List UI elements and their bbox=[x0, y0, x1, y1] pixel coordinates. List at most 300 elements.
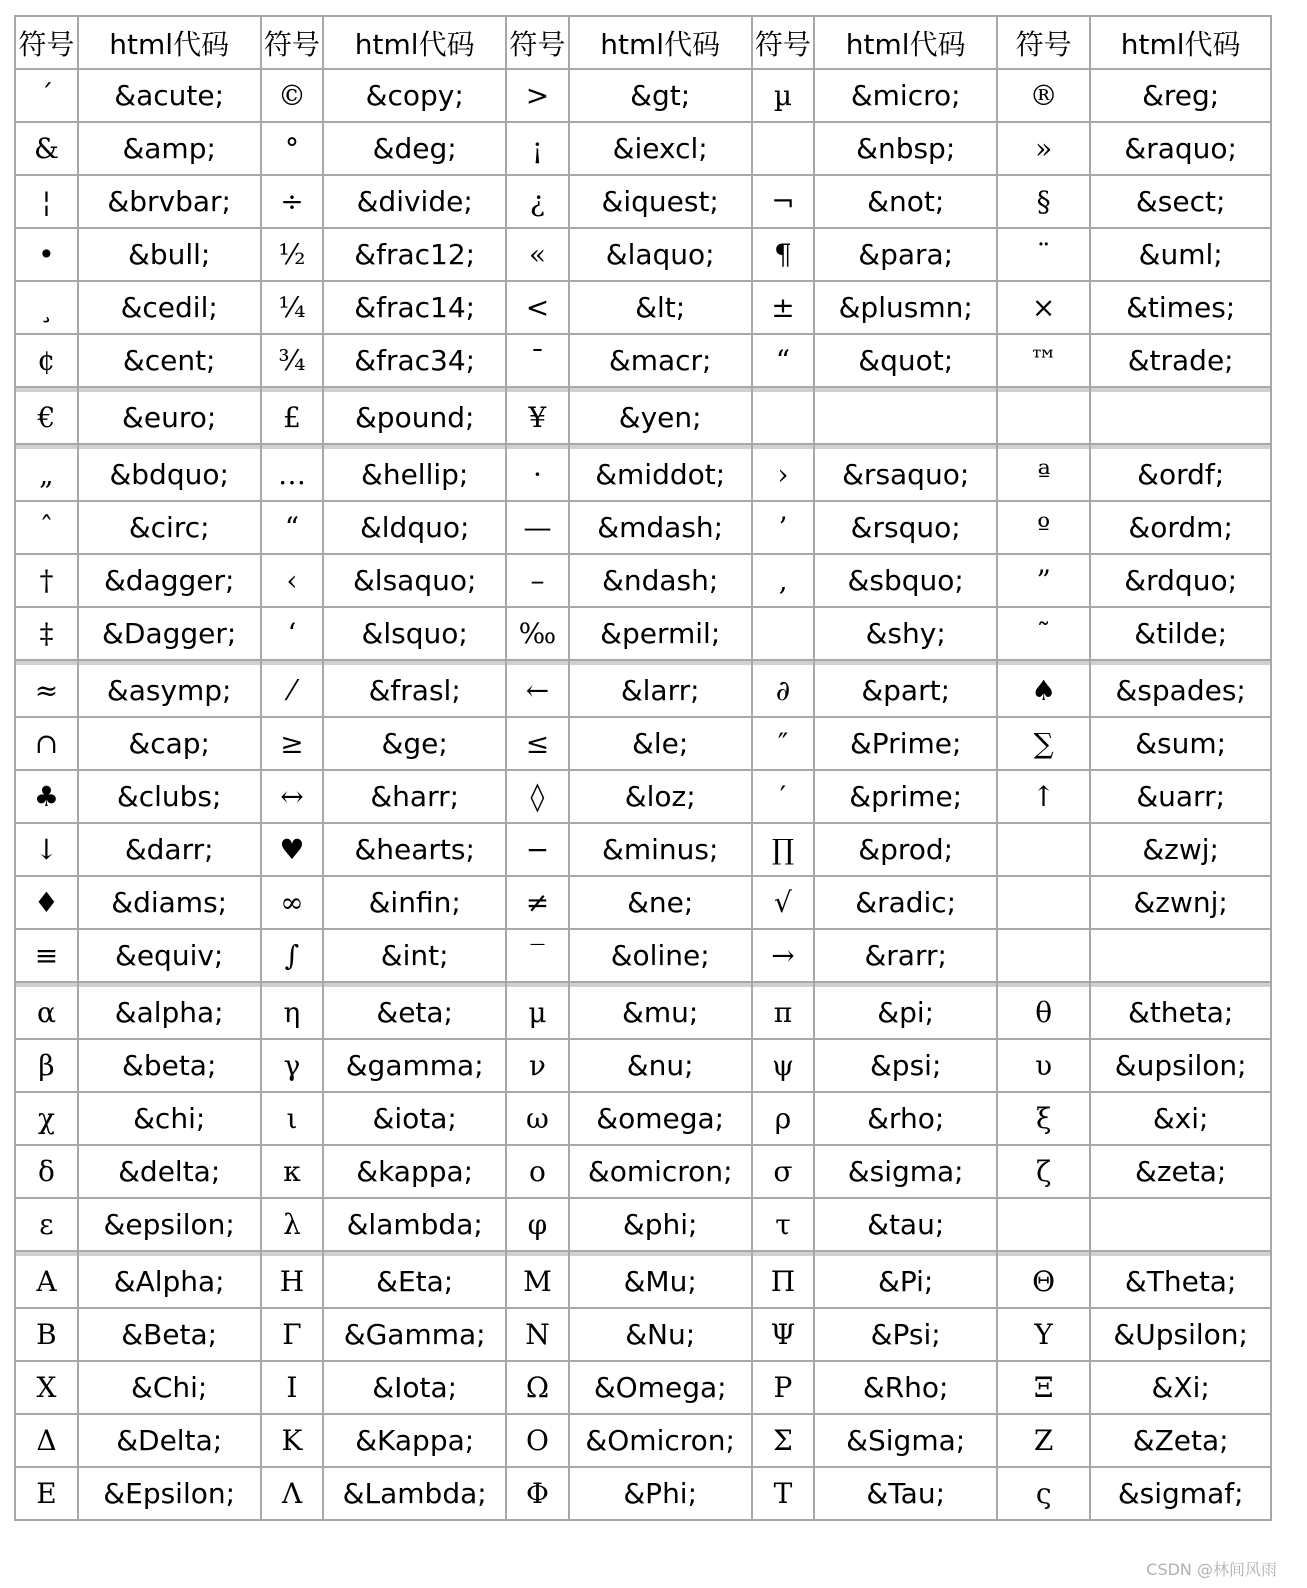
entity-code-cell: &Psi; bbox=[815, 1309, 996, 1360]
symbol-cell: Χ bbox=[16, 1362, 77, 1413]
symbol-cell: Λ bbox=[262, 1468, 323, 1519]
table-row bbox=[16, 1309, 1270, 1360]
table-row bbox=[16, 176, 1270, 227]
symbol-cell: ζ bbox=[998, 1146, 1089, 1197]
entity-code-cell: &cedil; bbox=[79, 282, 260, 333]
entity-code-cell: &iota; bbox=[324, 1093, 505, 1144]
entity-code-cell: &iexcl; bbox=[570, 123, 751, 174]
entity-code-cell: &Dagger; bbox=[79, 608, 260, 659]
entity-code-cell: &theta; bbox=[1091, 983, 1270, 1038]
symbol-cell: º bbox=[998, 502, 1089, 553]
entity-code-cell: &nbsp; bbox=[815, 123, 996, 174]
header-code-5: html代码 bbox=[1091, 17, 1270, 68]
symbol-cell: Γ bbox=[262, 1309, 323, 1360]
symbol-cell: Ψ bbox=[753, 1309, 814, 1360]
symbol-cell: < bbox=[507, 282, 568, 333]
symbol-cell: φ bbox=[507, 1199, 568, 1250]
symbol-cell: Ξ bbox=[998, 1362, 1089, 1413]
header-symbol-1: 符号 bbox=[16, 17, 77, 68]
entity-code-cell: &upsilon; bbox=[1091, 1040, 1270, 1091]
symbol-cell: υ bbox=[998, 1040, 1089, 1091]
symbol-cell: › bbox=[753, 445, 814, 500]
entity-code-cell: &prime; bbox=[815, 771, 996, 822]
header-symbol-2: 符号 bbox=[262, 17, 323, 68]
symbol-cell: Ν bbox=[507, 1309, 568, 1360]
symbol-cell: ¢ bbox=[16, 335, 77, 386]
symbol-cell: ¸ bbox=[16, 282, 77, 333]
symbol-cell: ω bbox=[507, 1093, 568, 1144]
entity-code-cell: &brvbar; bbox=[79, 176, 260, 227]
symbol-cell: ′ bbox=[753, 771, 814, 822]
symbol-cell: ¥ bbox=[507, 388, 568, 443]
symbol-cell: √ bbox=[753, 877, 814, 928]
symbol-cell: Υ bbox=[998, 1309, 1089, 1360]
symbol-cell: ¬ bbox=[753, 176, 814, 227]
entity-code-cell bbox=[1091, 1199, 1270, 1250]
table-row bbox=[16, 1468, 1270, 1519]
entity-code-cell: &zeta; bbox=[1091, 1146, 1270, 1197]
entity-code-cell: &copy; bbox=[324, 70, 505, 121]
header-row bbox=[16, 17, 1270, 68]
symbol-cell: Α bbox=[16, 1252, 77, 1307]
table-row bbox=[16, 123, 1270, 174]
symbol-cell: ← bbox=[507, 661, 568, 716]
table-row bbox=[16, 771, 1270, 822]
entity-code-cell: &Eta; bbox=[324, 1252, 505, 1307]
symbol-cell: Ρ bbox=[753, 1362, 814, 1413]
symbol-cell: Μ bbox=[507, 1252, 568, 1307]
symbol-cell: Δ bbox=[16, 1415, 77, 1466]
entity-code-cell: &equiv; bbox=[79, 930, 260, 981]
entity-code-cell: &reg; bbox=[1091, 70, 1270, 121]
entity-code-cell: &larr; bbox=[570, 661, 751, 716]
symbol-cell: τ bbox=[753, 1199, 814, 1250]
symbol-cell: Ζ bbox=[998, 1415, 1089, 1466]
header-code-1: html代码 bbox=[79, 17, 260, 68]
symbol-cell: σ bbox=[753, 1146, 814, 1197]
symbol-cell bbox=[998, 824, 1089, 875]
header-symbol-3: 符号 bbox=[507, 17, 568, 68]
entity-code-cell: &int; bbox=[324, 930, 505, 981]
entity-code-cell bbox=[1091, 388, 1270, 443]
symbol-cell: µ bbox=[753, 70, 814, 121]
symbol-cell: ε bbox=[16, 1199, 77, 1250]
table-row bbox=[16, 1093, 1270, 1144]
table-row bbox=[16, 1415, 1270, 1466]
symbol-cell: ψ bbox=[753, 1040, 814, 1091]
entity-code-cell: &times; bbox=[1091, 282, 1270, 333]
symbol-cell: Ι bbox=[262, 1362, 323, 1413]
entity-code-cell: &infin; bbox=[324, 877, 505, 928]
symbol-cell: ∏ bbox=[753, 824, 814, 875]
entity-code-cell: &sigma; bbox=[815, 1146, 996, 1197]
symbol-cell: … bbox=[262, 445, 323, 500]
symbol-cell: – bbox=[507, 555, 568, 606]
symbol-cell: δ bbox=[16, 1146, 77, 1197]
entity-code-cell: &part; bbox=[815, 661, 996, 716]
symbol-cell: · bbox=[507, 445, 568, 500]
entity-code-cell: &minus; bbox=[570, 824, 751, 875]
entity-code-cell: &chi; bbox=[79, 1093, 260, 1144]
table-row bbox=[16, 1362, 1270, 1413]
symbol-cell: ¨ bbox=[998, 229, 1089, 280]
entity-code-cell: &yen; bbox=[570, 388, 751, 443]
entity-code-cell: &sigmaf; bbox=[1091, 1468, 1270, 1519]
entity-code-cell: &gt; bbox=[570, 70, 751, 121]
table-body bbox=[16, 70, 1270, 1519]
symbol-cell: ι bbox=[262, 1093, 323, 1144]
entity-code-cell: &permil; bbox=[570, 608, 751, 659]
entity-code-cell: &omega; bbox=[570, 1093, 751, 1144]
table-row bbox=[16, 824, 1270, 875]
symbol-cell: „ bbox=[16, 445, 77, 500]
symbol-cell: ¦ bbox=[16, 176, 77, 227]
table-row bbox=[16, 877, 1270, 928]
entity-code-cell: &prod; bbox=[815, 824, 996, 875]
table-header bbox=[16, 17, 1270, 68]
table-row bbox=[16, 502, 1270, 553]
entity-code-cell: &rsquo; bbox=[815, 502, 996, 553]
entity-code-cell: &not; bbox=[815, 176, 996, 227]
symbol-cell: £ bbox=[262, 388, 323, 443]
entity-code-cell: &rdquo; bbox=[1091, 555, 1270, 606]
entity-code-cell: &mdash; bbox=[570, 502, 751, 553]
entity-code-cell: &rarr; bbox=[815, 930, 996, 981]
table-row bbox=[16, 608, 1270, 659]
symbol-cell: & bbox=[16, 123, 77, 174]
symbol-cell: → bbox=[753, 930, 814, 981]
symbol-cell: “ bbox=[262, 502, 323, 553]
entity-code-cell: &ldquo; bbox=[324, 502, 505, 553]
symbol-cell bbox=[998, 1199, 1089, 1250]
entity-code-cell: &hellip; bbox=[324, 445, 505, 500]
symbol-cell: ‾ bbox=[507, 930, 568, 981]
entity-code-cell: &frac12; bbox=[324, 229, 505, 280]
entity-code-cell: &lsquo; bbox=[324, 608, 505, 659]
symbol-cell: ∑ bbox=[998, 718, 1089, 769]
symbol-cell: η bbox=[262, 983, 323, 1038]
entity-code-cell: &xi; bbox=[1091, 1093, 1270, 1144]
entity-code-cell: &tau; bbox=[815, 1199, 996, 1250]
entity-code-cell: &rsaquo; bbox=[815, 445, 996, 500]
symbol-cell: ↑ bbox=[998, 771, 1089, 822]
symbol-cell: Η bbox=[262, 1252, 323, 1307]
entity-code-cell: &spades; bbox=[1091, 661, 1270, 716]
symbol-cell: ∂ bbox=[753, 661, 814, 716]
symbol-cell bbox=[753, 123, 814, 174]
entity-code-cell: &Omega; bbox=[570, 1362, 751, 1413]
symbol-cell: Κ bbox=[262, 1415, 323, 1466]
symbol-cell: β bbox=[16, 1040, 77, 1091]
symbol-cell: × bbox=[998, 282, 1089, 333]
entity-code-cell: &Chi; bbox=[79, 1362, 260, 1413]
symbol-cell: Θ bbox=[998, 1252, 1089, 1307]
entity-code-cell: &Nu; bbox=[570, 1309, 751, 1360]
entity-code-cell: &le; bbox=[570, 718, 751, 769]
table-row bbox=[16, 983, 1270, 1038]
symbol-cell: ↔ bbox=[262, 771, 323, 822]
symbol-cell: — bbox=[507, 502, 568, 553]
symbol-cell: ´ bbox=[16, 70, 77, 121]
symbol-cell: ” bbox=[998, 555, 1089, 606]
table-row bbox=[16, 282, 1270, 333]
entity-code-cell: &Mu; bbox=[570, 1252, 751, 1307]
entity-code-cell: &sum; bbox=[1091, 718, 1270, 769]
symbol-cell: λ bbox=[262, 1199, 323, 1250]
entity-code-cell: &asymp; bbox=[79, 661, 260, 716]
entity-code-cell: &para; bbox=[815, 229, 996, 280]
symbol-cell: ¶ bbox=[753, 229, 814, 280]
symbol-cell: θ bbox=[998, 983, 1089, 1038]
table-row bbox=[16, 1146, 1270, 1197]
entity-code-cell: &Sigma; bbox=[815, 1415, 996, 1466]
symbol-cell: χ bbox=[16, 1093, 77, 1144]
entity-code-cell: &deg; bbox=[324, 123, 505, 174]
symbol-cell: • bbox=[16, 229, 77, 280]
symbol-cell: » bbox=[998, 123, 1089, 174]
entity-code-cell: &radic; bbox=[815, 877, 996, 928]
entity-code-cell: &clubs; bbox=[79, 771, 260, 822]
entity-code-cell: &Phi; bbox=[570, 1468, 751, 1519]
entity-code-cell: &uml; bbox=[1091, 229, 1270, 280]
entity-code-cell: &ndash; bbox=[570, 555, 751, 606]
table-row bbox=[16, 1040, 1270, 1091]
symbol-cell: ª bbox=[998, 445, 1089, 500]
entity-code-cell: &bdquo; bbox=[79, 445, 260, 500]
symbol-cell: ≠ bbox=[507, 877, 568, 928]
symbol-cell: ˆ bbox=[16, 502, 77, 553]
symbol-cell: ξ bbox=[998, 1093, 1089, 1144]
symbol-cell: ® bbox=[998, 70, 1089, 121]
symbol-cell: π bbox=[753, 983, 814, 1038]
entity-code-cell: &pound; bbox=[324, 388, 505, 443]
entity-code-cell: &Prime; bbox=[815, 718, 996, 769]
symbol-cell: Τ bbox=[753, 1468, 814, 1519]
symbol-cell: ∞ bbox=[262, 877, 323, 928]
symbol-cell: ° bbox=[262, 123, 323, 174]
entity-code-cell: &Iota; bbox=[324, 1362, 505, 1413]
entity-code-cell: &hearts; bbox=[324, 824, 505, 875]
symbol-cell: ‚ bbox=[753, 555, 814, 606]
entity-code-cell: &delta; bbox=[79, 1146, 260, 1197]
table-row bbox=[16, 229, 1270, 280]
entity-code-cell: &trade; bbox=[1091, 335, 1270, 386]
header-symbol-4: 符号 bbox=[753, 17, 814, 68]
table-row bbox=[16, 335, 1270, 386]
symbol-cell: − bbox=[507, 824, 568, 875]
entity-code-cell: &pi; bbox=[815, 983, 996, 1038]
entity-code-cell: &ne; bbox=[570, 877, 751, 928]
header-symbol-5: 符号 bbox=[998, 17, 1089, 68]
entity-code-cell: &frasl; bbox=[324, 661, 505, 716]
symbol-cell: ∫ bbox=[262, 930, 323, 981]
entity-code-cell bbox=[815, 388, 996, 443]
entity-code-cell: &frac14; bbox=[324, 282, 505, 333]
entity-code-cell: &Upsilon; bbox=[1091, 1309, 1270, 1360]
table-row bbox=[16, 555, 1270, 606]
entity-code-cell: &micro; bbox=[815, 70, 996, 121]
symbol-cell: ‰ bbox=[507, 608, 568, 659]
table-row bbox=[16, 1199, 1270, 1250]
symbol-cell: ‘ bbox=[262, 608, 323, 659]
entity-code-cell: &phi; bbox=[570, 1199, 751, 1250]
entity-code-cell: &lambda; bbox=[324, 1199, 505, 1250]
entity-code-cell: &Alpha; bbox=[79, 1252, 260, 1307]
symbol-cell: Ο bbox=[507, 1415, 568, 1466]
table-row bbox=[16, 445, 1270, 500]
table-row bbox=[16, 661, 1270, 716]
entity-code-cell: &cent; bbox=[79, 335, 260, 386]
symbol-cell: > bbox=[507, 70, 568, 121]
entity-code-cell: &quot; bbox=[815, 335, 996, 386]
entity-code-cell: &alpha; bbox=[79, 983, 260, 1038]
symbol-cell: Π bbox=[753, 1252, 814, 1307]
entity-code-cell: &Xi; bbox=[1091, 1362, 1270, 1413]
entity-code-cell: &beta; bbox=[79, 1040, 260, 1091]
symbol-cell: € bbox=[16, 388, 77, 443]
table-row bbox=[16, 1252, 1270, 1307]
symbol-cell bbox=[998, 388, 1089, 443]
symbol-cell: Ω bbox=[507, 1362, 568, 1413]
entity-code-cell: &Beta; bbox=[79, 1309, 260, 1360]
symbol-cell: ♦ bbox=[16, 877, 77, 928]
entity-code-cell: &circ; bbox=[79, 502, 260, 553]
symbol-cell bbox=[753, 608, 814, 659]
entity-code-cell: &bull; bbox=[79, 229, 260, 280]
entity-code-cell: &Theta; bbox=[1091, 1252, 1270, 1307]
entity-code-cell: &psi; bbox=[815, 1040, 996, 1091]
symbol-cell: ½ bbox=[262, 229, 323, 280]
symbol-cell: ♣ bbox=[16, 771, 77, 822]
entity-code-cell bbox=[1091, 930, 1270, 981]
entity-code-cell: &mu; bbox=[570, 983, 751, 1038]
symbol-cell bbox=[998, 930, 1089, 981]
symbol-cell: μ bbox=[507, 983, 568, 1038]
symbol-cell bbox=[753, 388, 814, 443]
entity-code-cell: &euro; bbox=[79, 388, 260, 443]
symbol-cell: ◊ bbox=[507, 771, 568, 822]
entity-code-cell: &Tau; bbox=[815, 1468, 996, 1519]
entity-code-cell: &sect; bbox=[1091, 176, 1270, 227]
symbol-cell: ς bbox=[998, 1468, 1089, 1519]
symbol-cell: § bbox=[998, 176, 1089, 227]
symbol-cell: † bbox=[16, 555, 77, 606]
entity-code-cell: &loz; bbox=[570, 771, 751, 822]
entity-code-cell: &nu; bbox=[570, 1040, 751, 1091]
entity-code-cell: &Lambda; bbox=[324, 1468, 505, 1519]
entity-code-cell: &epsilon; bbox=[79, 1199, 260, 1250]
entity-code-cell: &uarr; bbox=[1091, 771, 1270, 822]
entity-code-cell: &amp; bbox=[79, 123, 260, 174]
table-row bbox=[16, 718, 1270, 769]
header-code-3: html代码 bbox=[570, 17, 751, 68]
symbol-cell: ♠ bbox=[998, 661, 1089, 716]
symbol-cell: ν bbox=[507, 1040, 568, 1091]
entity-code-cell: &lsaquo; bbox=[324, 555, 505, 606]
entity-code-cell: &iquest; bbox=[570, 176, 751, 227]
symbol-cell: © bbox=[262, 70, 323, 121]
entity-code-cell: &Epsilon; bbox=[79, 1468, 260, 1519]
entity-code-cell: &omicron; bbox=[570, 1146, 751, 1197]
entity-code-cell: &Kappa; bbox=[324, 1415, 505, 1466]
table-row bbox=[16, 930, 1270, 981]
entity-code-cell: &Delta; bbox=[79, 1415, 260, 1466]
symbol-cell: ρ bbox=[753, 1093, 814, 1144]
symbol-cell: ™ bbox=[998, 335, 1089, 386]
symbol-cell: ¡ bbox=[507, 123, 568, 174]
entity-code-cell: &Zeta; bbox=[1091, 1415, 1270, 1466]
symbol-cell: ÷ bbox=[262, 176, 323, 227]
header-code-2: html代码 bbox=[324, 17, 505, 68]
entity-code-cell: &divide; bbox=[324, 176, 505, 227]
symbol-cell: ≈ bbox=[16, 661, 77, 716]
symbol-cell: ‹ bbox=[262, 555, 323, 606]
entity-code-cell: &tilde; bbox=[1091, 608, 1270, 659]
symbol-cell: Ε bbox=[16, 1468, 77, 1519]
symbol-cell: ≤ bbox=[507, 718, 568, 769]
symbol-cell: ∩ bbox=[16, 718, 77, 769]
entity-code-cell: &acute; bbox=[79, 70, 260, 121]
symbol-cell: κ bbox=[262, 1146, 323, 1197]
symbol-cell: ≡ bbox=[16, 930, 77, 981]
entity-code-cell: &plusmn; bbox=[815, 282, 996, 333]
entity-code-cell: &gamma; bbox=[324, 1040, 505, 1091]
entity-code-cell: &rho; bbox=[815, 1093, 996, 1144]
entity-code-cell: &kappa; bbox=[324, 1146, 505, 1197]
entity-code-cell: &shy; bbox=[815, 608, 996, 659]
symbol-cell: ¾ bbox=[262, 335, 323, 386]
entity-code-cell: &Gamma; bbox=[324, 1309, 505, 1360]
symbol-cell: Β bbox=[16, 1309, 77, 1360]
symbol-cell: ♥ bbox=[262, 824, 323, 875]
entity-code-cell: &ge; bbox=[324, 718, 505, 769]
table-row bbox=[16, 70, 1270, 121]
entity-code-cell: &raquo; bbox=[1091, 123, 1270, 174]
symbol-cell: ⁄ bbox=[262, 661, 323, 716]
watermark: CSDN @林间风雨 bbox=[1146, 1560, 1277, 1579]
entity-code-cell: &diams; bbox=[79, 877, 260, 928]
entity-code-cell: &harr; bbox=[324, 771, 505, 822]
entity-table bbox=[14, 15, 1272, 1521]
entity-code-cell: &Rho; bbox=[815, 1362, 996, 1413]
entity-code-cell: &zwnj; bbox=[1091, 877, 1270, 928]
symbol-cell: ¿ bbox=[507, 176, 568, 227]
entity-code-cell: &ordf; bbox=[1091, 445, 1270, 500]
symbol-cell: ¯ bbox=[507, 335, 568, 386]
symbol-cell: ‡ bbox=[16, 608, 77, 659]
entity-code-cell: &Pi; bbox=[815, 1252, 996, 1307]
entity-code-cell: &lt; bbox=[570, 282, 751, 333]
symbol-cell: ″ bbox=[753, 718, 814, 769]
entity-code-cell: &ordm; bbox=[1091, 502, 1270, 553]
entity-code-cell: &cap; bbox=[79, 718, 260, 769]
symbol-cell: ˜ bbox=[998, 608, 1089, 659]
symbol-cell: ¼ bbox=[262, 282, 323, 333]
symbol-cell bbox=[998, 877, 1089, 928]
symbol-cell: ’ bbox=[753, 502, 814, 553]
symbol-cell: « bbox=[507, 229, 568, 280]
entity-code-cell: &zwj; bbox=[1091, 824, 1270, 875]
symbol-cell: ο bbox=[507, 1146, 568, 1197]
entity-code-cell: &eta; bbox=[324, 983, 505, 1038]
symbol-cell: α bbox=[16, 983, 77, 1038]
entity-code-cell: &sbquo; bbox=[815, 555, 996, 606]
symbol-cell: ↓ bbox=[16, 824, 77, 875]
symbol-cell: ± bbox=[753, 282, 814, 333]
symbol-cell: Φ bbox=[507, 1468, 568, 1519]
entity-code-cell: &middot; bbox=[570, 445, 751, 500]
symbol-cell: γ bbox=[262, 1040, 323, 1091]
